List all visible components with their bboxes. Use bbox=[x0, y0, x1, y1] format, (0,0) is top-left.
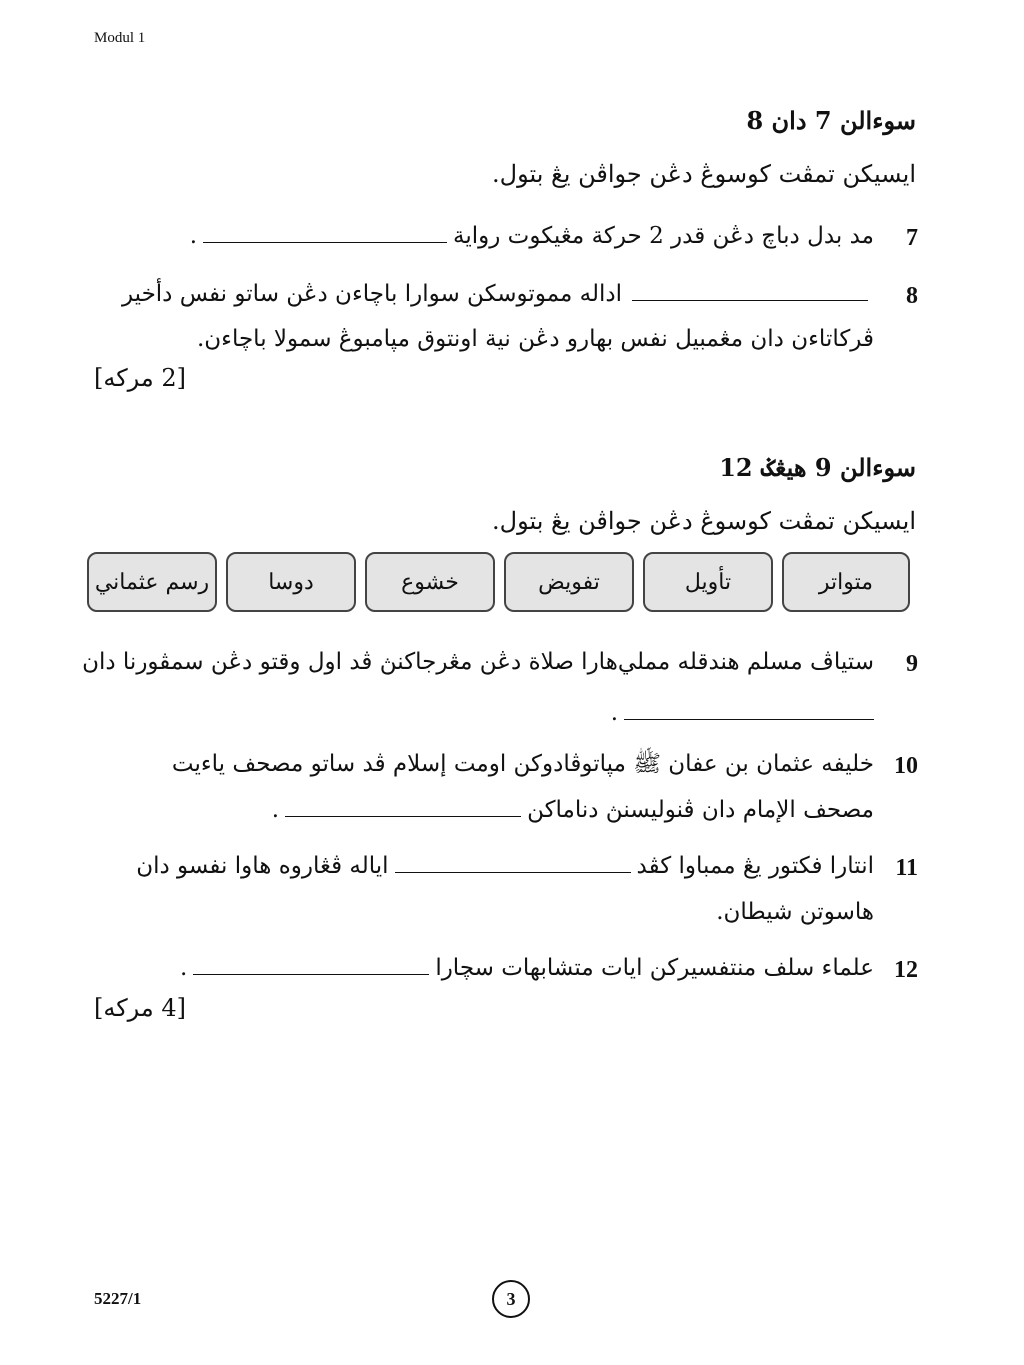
section2-instruction: ايسيکن تمڤت کوسوڠ دڠن جواڤن يڠ بتول. bbox=[492, 507, 916, 535]
question-7-text: مد بدل دباچ دڠن قدر 2 حرکة مڠيکوت رواية bbox=[453, 223, 874, 249]
section1-instruction: ايسيکن تمڤت کوسوڠ دڠن جواڤن يڠ بتول. bbox=[492, 160, 916, 188]
section1-marks: [2 مرکه] bbox=[94, 364, 187, 392]
question-7-answer-blank[interactable] bbox=[203, 241, 447, 243]
question-11-text: انتارا فکتور يڠ ممباوا کڤد bbox=[636, 853, 874, 879]
question-8-answer-blank[interactable] bbox=[632, 299, 868, 301]
question-8-number: 8 bbox=[906, 283, 918, 309]
question-9-number: 9 bbox=[906, 651, 918, 677]
question-10-number: 10 bbox=[894, 753, 918, 779]
question-7-number: 7 bbox=[906, 225, 918, 251]
question-11-number: 11 bbox=[895, 855, 918, 881]
module-label: Modul 1 bbox=[94, 30, 146, 46]
term-box-rasm-uthmani: رسم عثماني bbox=[87, 552, 217, 612]
question-11-answer-blank[interactable] bbox=[395, 871, 631, 873]
answer-term-boxes bbox=[94, 552, 910, 610]
question-7-end: . bbox=[189, 223, 198, 249]
question-12-end: . bbox=[180, 955, 188, 981]
question-11 bbox=[136, 855, 874, 878]
question-10-line2 bbox=[272, 799, 874, 822]
question-11-after: اياله ڤڠاروه هاوا نفسو دان bbox=[136, 853, 389, 879]
paper-code: 5227/1 bbox=[94, 1289, 142, 1308]
question-8-text: اداله مموتوسکن سوارا باچاءن دڠن ساتو نفس دأخير bbox=[121, 281, 622, 307]
question-9-answer-blank[interactable] bbox=[624, 718, 874, 720]
question-10-end: . bbox=[271, 797, 280, 823]
question-12-number: 12 bbox=[894, 957, 918, 983]
question-12 bbox=[180, 957, 874, 980]
question-9-end: . bbox=[610, 700, 618, 726]
term-box-khusyuk: خشوع bbox=[365, 552, 495, 612]
question-9-line2 bbox=[611, 702, 874, 725]
section2-marks: [4 مرکه] bbox=[94, 994, 187, 1022]
question-12-answer-blank[interactable] bbox=[193, 973, 429, 975]
question-8-line2: ڤرکاتاءن دان مڠمبيل نفس بهارو دڠن نية اونتوق مپامبوڠ سمولا باچاءن. bbox=[196, 326, 874, 352]
section2-heading: سوءالن 9 هيڠݢ 12 bbox=[719, 453, 916, 482]
question-12-text: علماء سلف منتفسيرکن ايات متشابهات سچارا bbox=[435, 955, 874, 981]
question-9-text: ستياڤ مسلم هندقله مملي‌هارا صلاة دڠن مڠرجاکنڽ ڤد اول وقتو دڠن سمڤورنا دان bbox=[82, 649, 874, 675]
term-box-tafwid: تفويض bbox=[504, 552, 634, 612]
section1-heading: سوءالن 7 دان 8 bbox=[746, 106, 916, 135]
question-8 bbox=[122, 283, 874, 306]
term-box-dosa: دوسا bbox=[226, 552, 356, 612]
question-11-line2: هاسوتن شيطان. bbox=[716, 899, 874, 925]
question-7 bbox=[190, 225, 874, 248]
term-box-mutawatir: متواتر bbox=[782, 552, 910, 612]
question-10-answer-blank[interactable] bbox=[285, 815, 521, 817]
question-10-line2-text: مصحف الإمام دان ڤنوليسنڽ دناماکن bbox=[527, 797, 874, 823]
question-10-text: خليفه عثمان بن عفان ﷺ مپاتوڤادوکن اومت إسلام ڤد ساتو مصحف ياءيت bbox=[171, 751, 874, 777]
page-number: 3 bbox=[492, 1280, 530, 1318]
term-box-takwil: تأويل bbox=[643, 552, 773, 612]
